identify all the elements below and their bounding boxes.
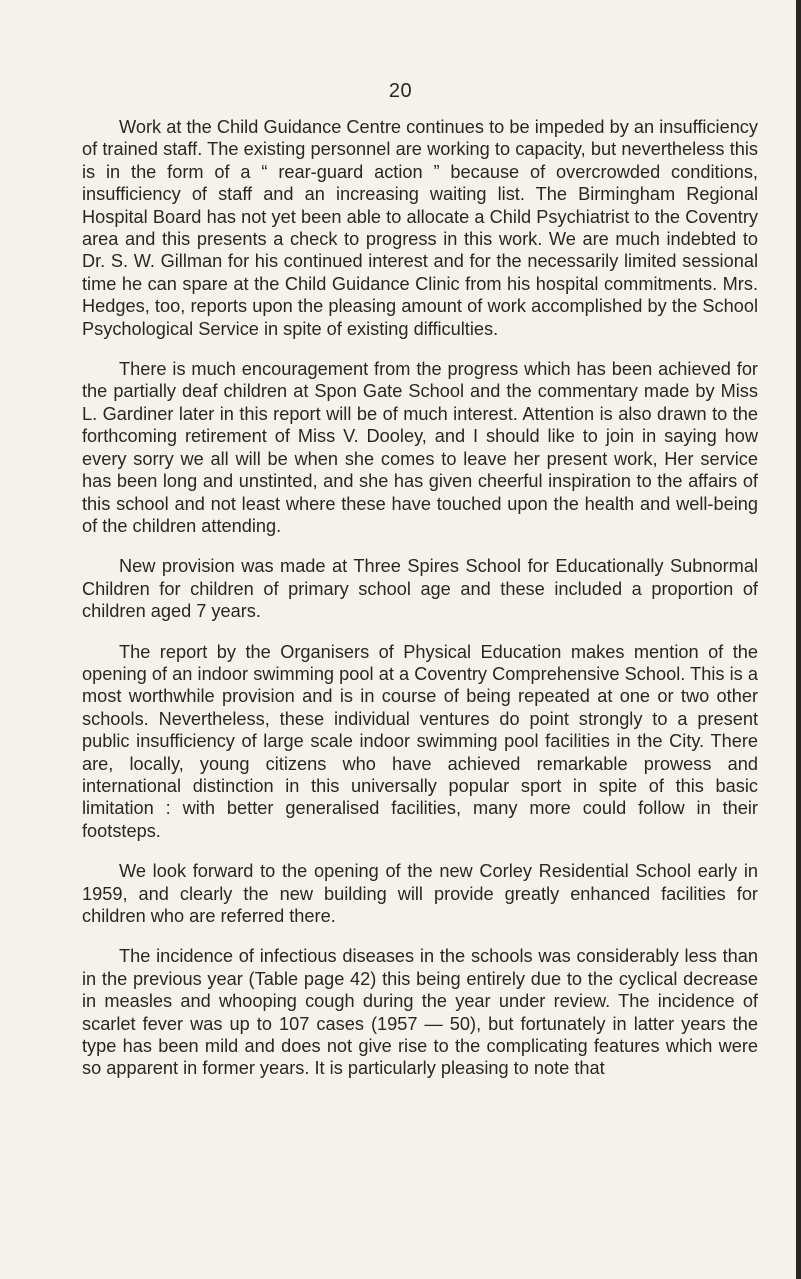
page-edge [796,0,801,1279]
paragraph-three-spires-school: New provision was made at Three Spires School for Educationally Subnormal Children for children of primary school age and these included a proportion of children aged 7 years. [82,556,758,622]
paragraph-infectious-diseases: The incidence of infectious diseases in the schools was considerably less than in the previous year (Table page 42) this being entirely due to the cyclical decrease in measles and whooping cough during the year under review. The incidence of scarlet fever was up to 107 cases (1957 — 50), but fortunately in latter years the type has been mild and does not give rise to the complicating features which were so apparent in former years. It is particularly pleasing to note that [82,946,758,1079]
paragraph-partially-deaf-children: There is much encouragement from the progress which has been achieved for the partially deaf children at Spon Gate School and the commentary made by Miss L. Gardiner later in this report will be of much interest. Attention is also drawn to the forthcoming retirement of Miss V. Dooley, and I should like to join in saying how every sorry we all will be when she comes to leave her present work, Her service has been long and unstinted, and she has given cheerful inspiration to the affairs of this school and not least where these have touched upon the health and well-being of the children attending. [82,359,758,536]
paragraph-child-guidance: Work at the Child Guidance Centre continues to be impeded by an insufficiency of trained staff. The existing personnel are working to capacity, but nevertheless this is in the form of a “ rear-guard action ” because of overcrowded conditions, insufficiency of staff and an increasing waiting list. The Birmingham Regional Hospital Board has not yet been able to allocate a Child Psychiatrist to the Coventry area and this presents a check to progress in this work. We are much indebted to Dr. S. W. Gillman for his continued interest and for the necessarily limited sessional time he can spare at the Child Guidance Clinic from his hospital commitments. Mrs. Hedges, too, reports upon the pleasing amount of work accomplished by the School Psychological Service in spite of existing difficulties. [82,117,758,339]
paragraph-physical-education: The report by the Organisers of Physical Education makes mention of the opening of an indoor swimming pool at a Coventry Comprehensive School. This is a most worthwhile provision and is in course of being repeated at one or two other schools. Nevertheless, these individual ventures do point strongly to a present public insufficiency of large scale indoor swimming pool facilities in the City. There are, locally, young citizens who have achieved remarkable prowess and international distinction in this universally popular sport in spite of this basic limitation : with better generalised facilities, many more could follow in their footsteps. [82,641,758,841]
page-number: 20 [388,80,413,102]
body-text [82,116,758,1098]
paragraph-corley-residential-school: We look forward to the opening of the new Corley Residential School early in 1959, and clearly the new building will provide greatly enhanced facilities for children who are referred there. [82,861,758,926]
